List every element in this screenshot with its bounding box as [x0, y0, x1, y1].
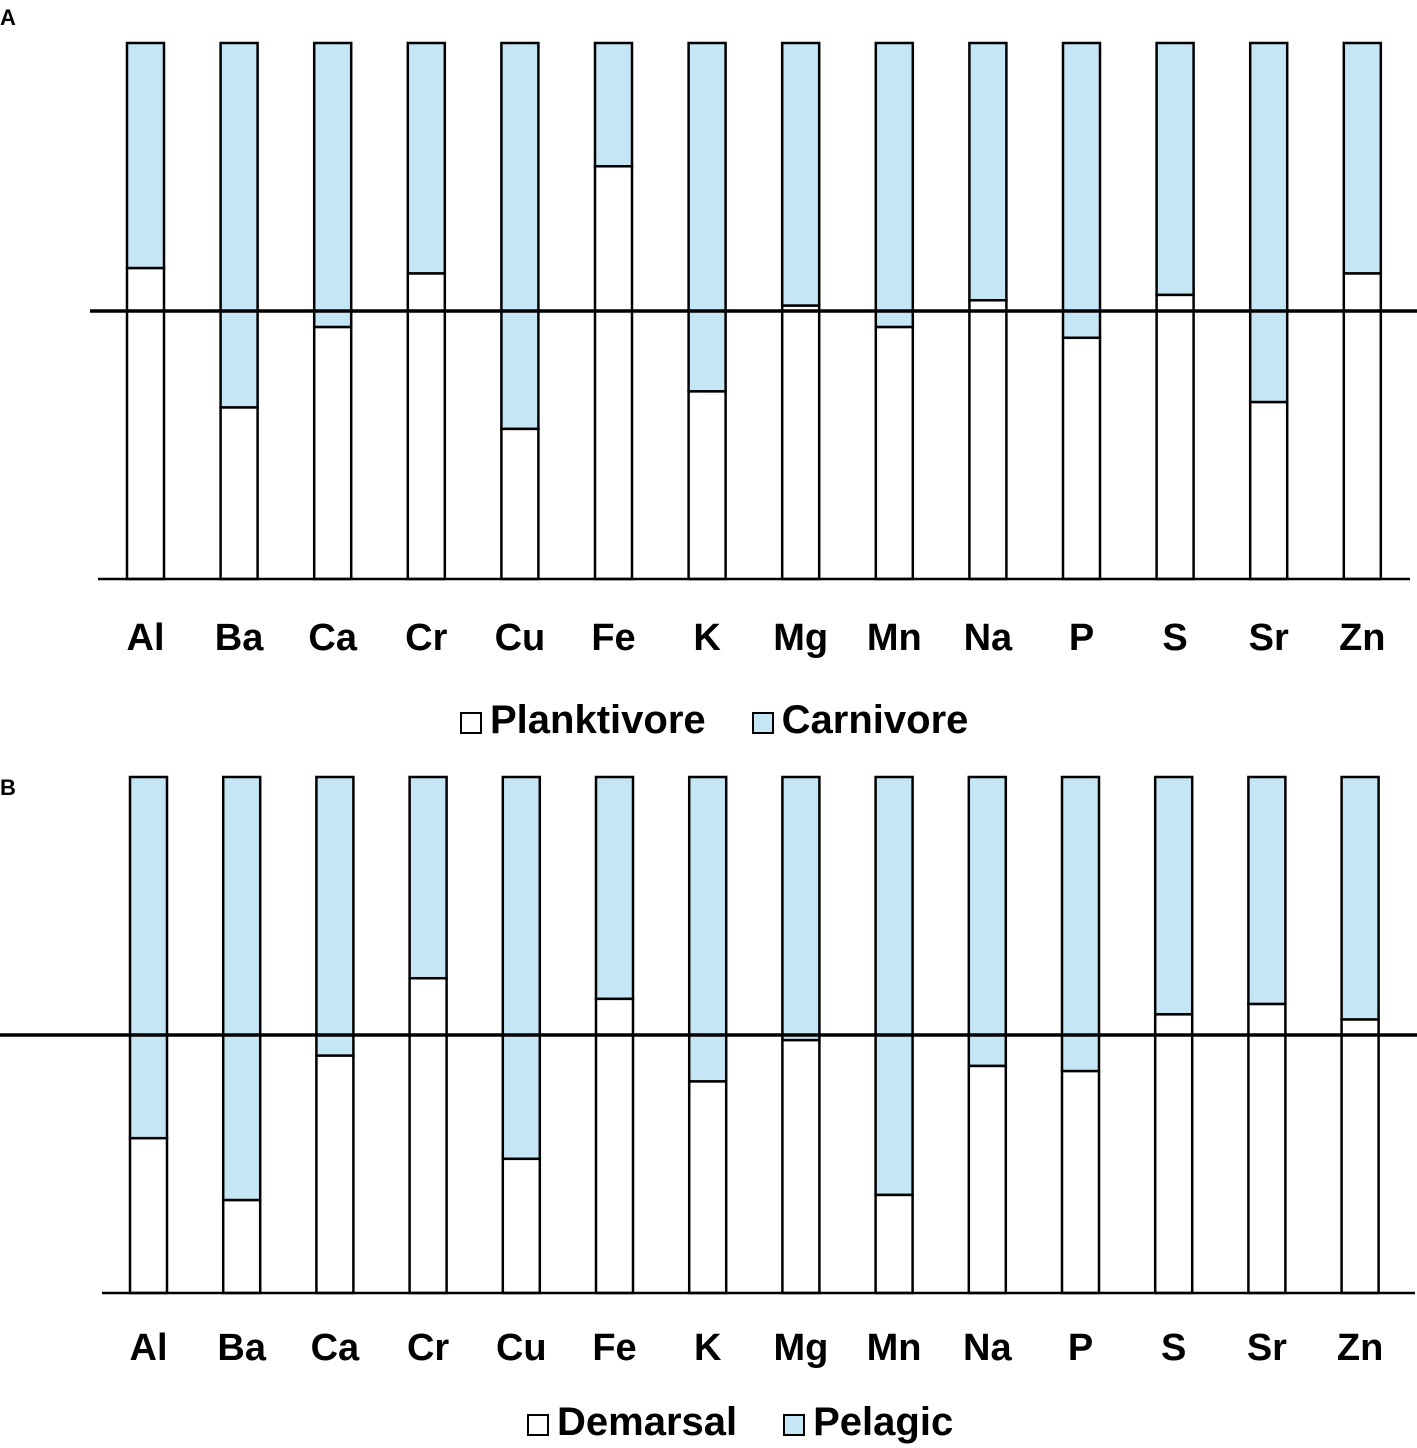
x-tick-label: Cu: [494, 617, 546, 659]
legend-swatch-white: [460, 712, 482, 734]
bar-segment-carnivore: [782, 43, 819, 306]
legend-swatch-white: [527, 1414, 549, 1436]
x-tick-label: Na: [963, 1327, 1012, 1369]
bar-segment-demarsal: [1062, 1071, 1099, 1293]
bar-segment-carnivore: [1157, 43, 1194, 295]
bar-segment-carnivore: [221, 43, 258, 407]
bar-segment-planktivore: [1063, 338, 1100, 579]
bar-segment-carnivore: [1063, 43, 1100, 338]
x-tick-label: Ba: [214, 617, 264, 659]
x-tick-label: Zn: [1336, 1327, 1384, 1369]
bar-segment-planktivore: [1344, 273, 1381, 579]
bar-segment-planktivore: [689, 391, 726, 579]
bar-segment-carnivore: [408, 43, 445, 273]
bar-segment-pelagic: [782, 777, 819, 1040]
x-tick-label: Ba: [217, 1327, 266, 1369]
legend-label: Demarsal: [557, 1400, 738, 1444]
x-tick-label: Cr: [405, 617, 448, 659]
x-tick-label: P: [1068, 617, 1095, 659]
bar-segment-planktivore: [876, 327, 913, 579]
bar-segment-carnivore: [1250, 43, 1287, 402]
bar-segment-carnivore: [689, 43, 726, 391]
bar-segment-carnivore: [595, 43, 632, 166]
bar-segment-planktivore: [782, 306, 819, 579]
bar-segment-carnivore: [127, 43, 164, 268]
bar-segment-planktivore: [969, 300, 1006, 579]
x-tick-label: Fe: [592, 1327, 637, 1369]
legend-swatch-blue: [783, 1414, 805, 1436]
bar-segment-carnivore: [969, 43, 1006, 300]
x-tick-label: S: [1162, 617, 1188, 659]
bar-segment-demarsal: [689, 1081, 726, 1293]
bar-segment-planktivore: [314, 327, 351, 579]
bar-segment-demarsal: [1155, 1014, 1192, 1293]
bar-segment-demarsal: [876, 1195, 913, 1293]
bar-segment-planktivore: [595, 166, 632, 579]
x-tick-label: S: [1161, 1327, 1187, 1369]
bar-segment-pelagic: [503, 777, 540, 1159]
bar-segment-planktivore: [127, 268, 164, 579]
bar-segment-demarsal: [596, 999, 633, 1293]
bar-segment-pelagic: [316, 777, 353, 1056]
bar-segment-demarsal: [316, 1056, 353, 1293]
chart-panel-a: [90, 43, 1417, 659]
x-tick-label: P: [1067, 1327, 1094, 1369]
x-tick-label: Mg: [773, 1327, 829, 1369]
legend-label: Carnivore: [781, 698, 969, 742]
bar-segment-pelagic: [1342, 777, 1379, 1020]
bar-segment-planktivore: [221, 407, 258, 579]
bar-segment-demarsal: [1248, 1004, 1285, 1293]
chart-panel-b: [0, 777, 1417, 1369]
panel-a-label: A: [0, 5, 16, 30]
bar-segment-pelagic: [876, 777, 913, 1195]
bar-segment-planktivore: [1157, 295, 1194, 579]
legend-label: Planktivore: [490, 698, 706, 742]
bar-segment-demarsal: [223, 1200, 260, 1293]
x-tick-label: Na: [963, 617, 1013, 659]
x-tick-label: K: [693, 1327, 722, 1369]
x-tick-label: Al: [126, 617, 165, 659]
bar-segment-carnivore: [876, 43, 913, 327]
bar-segment-carnivore: [501, 43, 538, 429]
bar-segment-pelagic: [1248, 777, 1285, 1004]
bar-segment-pelagic: [596, 777, 633, 999]
legend-item-carnivore: [752, 698, 969, 743]
x-tick-label: Cr: [406, 1327, 450, 1369]
x-tick-label: K: [693, 617, 721, 659]
bar-segment-pelagic: [223, 777, 260, 1200]
bar-segment-demarsal: [503, 1159, 540, 1293]
x-tick-label: Sr: [1246, 1327, 1287, 1369]
legend-panel-a: [460, 698, 1014, 743]
panel-b-label: B: [0, 775, 16, 800]
bar-segment-carnivore: [314, 43, 351, 327]
x-tick-label: Al: [129, 1327, 168, 1369]
legend-swatch-blue: [752, 712, 774, 734]
bar-segment-demarsal: [410, 978, 447, 1293]
x-tick-label: Zn: [1339, 617, 1386, 659]
bar-segment-planktivore: [1250, 402, 1287, 579]
x-tick-label: Mg: [773, 617, 829, 659]
bar-segment-planktivore: [501, 429, 538, 579]
bar-segment-pelagic: [1155, 777, 1192, 1014]
bar-segment-pelagic: [130, 777, 167, 1138]
legend-item-pelagic: [783, 1400, 953, 1445]
bar-segment-pelagic: [410, 777, 447, 978]
x-tick-label: Cu: [495, 1327, 547, 1369]
legend-item-demarsal: [527, 1400, 737, 1445]
bar-segment-pelagic: [969, 777, 1006, 1066]
legend-panel-b: [527, 1400, 999, 1445]
x-tick-label: Ca: [308, 617, 357, 659]
x-tick-label: Mn: [866, 1327, 922, 1369]
bar-segment-demarsal: [1342, 1020, 1379, 1293]
x-tick-label: Ca: [310, 1327, 360, 1369]
legend-label: Pelagic: [813, 1400, 954, 1444]
x-tick-label: Sr: [1248, 617, 1289, 659]
bar-segment-carnivore: [1344, 43, 1381, 273]
bar-segment-demarsal: [969, 1066, 1006, 1293]
legend-item-planktivore: [460, 698, 706, 743]
bar-segment-demarsal: [782, 1040, 819, 1293]
x-tick-label: Fe: [591, 617, 636, 659]
x-tick-label: Mn: [866, 617, 922, 659]
bar-segment-demarsal: [130, 1138, 167, 1293]
bar-segment-planktivore: [408, 273, 445, 579]
bar-segment-pelagic: [1062, 777, 1099, 1071]
